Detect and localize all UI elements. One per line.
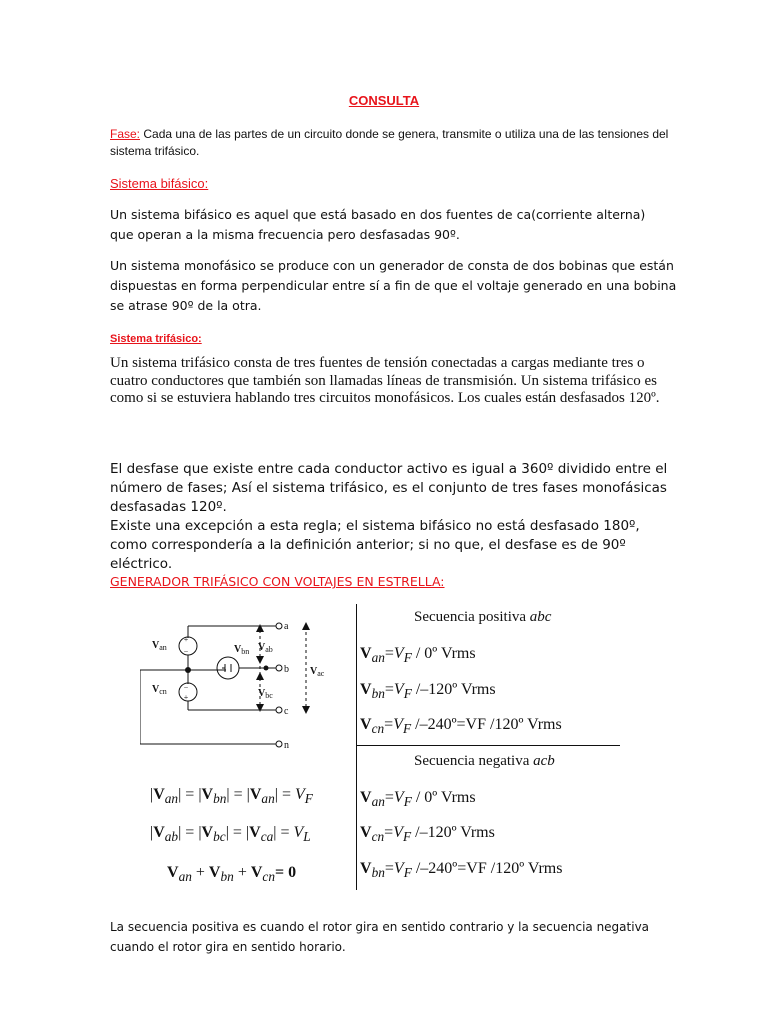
node-n-label: n — [284, 740, 289, 751]
arrow-down-icon — [302, 706, 310, 714]
label-vbc: $V_{bc}$ — [258, 688, 273, 700]
positive-row-cn: $V_{cn}=V_F$ /–240º=VF /120º Vrms — [360, 716, 562, 737]
desfase-text: El desfase que existe entre cada conductor activo es igual a 360º dividido entre el número de fases; Así el sistema trifásico, es el conjunto de tres fases monofásicas desfasadas 120º. — [110, 461, 668, 515]
node-b-label: b — [284, 664, 289, 675]
node-a-label: a — [284, 621, 289, 632]
minus-sign: − — [183, 647, 189, 656]
label-vac: $V_{ac}$ — [310, 666, 325, 678]
minus-sign: − — [183, 683, 189, 692]
table-vertical-divider — [356, 604, 357, 890]
plus-sign: + — [183, 693, 189, 702]
bifasico-paragraph-2: Un sistema monofásico se produce con un generador de consta de dos bobinas que están dispuestas en forma perpendicular entre sí a fin de que el voltaje generado en una bobina se atrase 90º de la otra. — [110, 258, 677, 313]
terminal-c — [276, 707, 282, 713]
bifasico-paragraph-1: Un sistema bifásico es aquel que está basado en dos fuentes de ca(corriente alterna) que operan a la misma frecuencia pero desfasadas 90º. — [110, 207, 646, 242]
arrow-up-icon — [256, 672, 264, 680]
arrow-up-icon — [256, 624, 264, 632]
equation-line-magnitudes: $|V_{ab}| = |V_{bc}| = |V_{ca}| = V_L$ — [150, 824, 311, 845]
negative-row-bn: $V_{bn}=V_F$ /–240º=VF /120º Vrms — [360, 860, 563, 881]
trifasico-paragraph-1: Un sistema trifásico consta de tres fuentes de tensión conectadas a cargas mediante tres o cuatro conductores que también son llamadas líneas de transmisión. Un sistema trifásico es como si se estuviera hablando tres circuitos monofásicos. Los cuales están desfasados 120º. — [110, 355, 660, 406]
fase-term: Fase: — [110, 127, 141, 141]
plus-sign: + — [183, 635, 189, 644]
negative-row-cn: $V_{cn}=V_F$ /–120º Vrms — [360, 824, 495, 845]
label-vab: $V_{ab}$ — [258, 642, 273, 654]
label-vbn: $V_{bn}$ — [234, 644, 250, 656]
terminal-n — [276, 741, 282, 747]
node-b — [264, 666, 269, 671]
arrow-down-icon — [256, 704, 264, 712]
node-c-label: c — [284, 706, 289, 717]
source-bn-icon — [217, 657, 239, 679]
trifasico-paragraph-2 — [110, 460, 670, 574]
negative-sequence-heading: Secuencia negativa acb — [414, 753, 555, 769]
table-horizontal-divider — [356, 745, 620, 746]
terminal-a — [276, 623, 282, 629]
fase-definition — [110, 126, 670, 160]
generador-heading: GENERADOR TRIFÁSICO CON VOLTAJES EN ESTRELLA: — [110, 574, 445, 589]
terminal-b — [276, 665, 282, 671]
star-circuit-diagram — [140, 610, 340, 760]
equation-phase-sum: $V_{an} + V_{bn} + V_{cn}= 0$ — [167, 864, 297, 885]
negative-row-an: $V_{an}=V_F$ / 0º Vrms — [360, 789, 476, 810]
source-bn-symbol — [222, 664, 231, 672]
fase-text: Cada una de las partes de un circuito donde se genera, transmite o utiliza una de las tensiones del sistema trifásico. — [110, 127, 669, 158]
excepcion-text: Existe una excepción a esta regla; el sistema bifásico no está desfasado 180º, como correspondería a la definición anterior; si no que, el desfase es de 90º eléctrico. — [110, 518, 640, 572]
positive-row-an: $V_{an}=V_F$ / 0º Vrms — [360, 645, 476, 666]
trifasico-heading: Sistema trifásico: — [110, 333, 202, 345]
arrow-up-icon — [302, 622, 310, 630]
bifasico-heading: Sistema bifásico: — [110, 176, 209, 191]
page-title: CONSULTA — [348, 93, 420, 108]
final-paragraph: La secuencia positiva es cuando el rotor gira en sentido contrario y la secuencia negativa cuando el rotor gira en sentido horario. — [110, 920, 650, 954]
positive-row-bn: $V_{bn}=V_F$ /–120º Vrms — [360, 681, 496, 702]
arrow-down-icon — [256, 656, 264, 664]
equation-phase-magnitudes: $|V_{an}| = |V_{bn}| = |V_{an}| = V_F$ — [150, 786, 313, 807]
positive-sequence-heading: Secuencia positiva abc — [414, 609, 552, 625]
label-vcn: $V_{cn}$ — [152, 684, 167, 696]
neutral-node — [185, 667, 191, 673]
label-van: $V_{an}$ — [152, 640, 167, 652]
